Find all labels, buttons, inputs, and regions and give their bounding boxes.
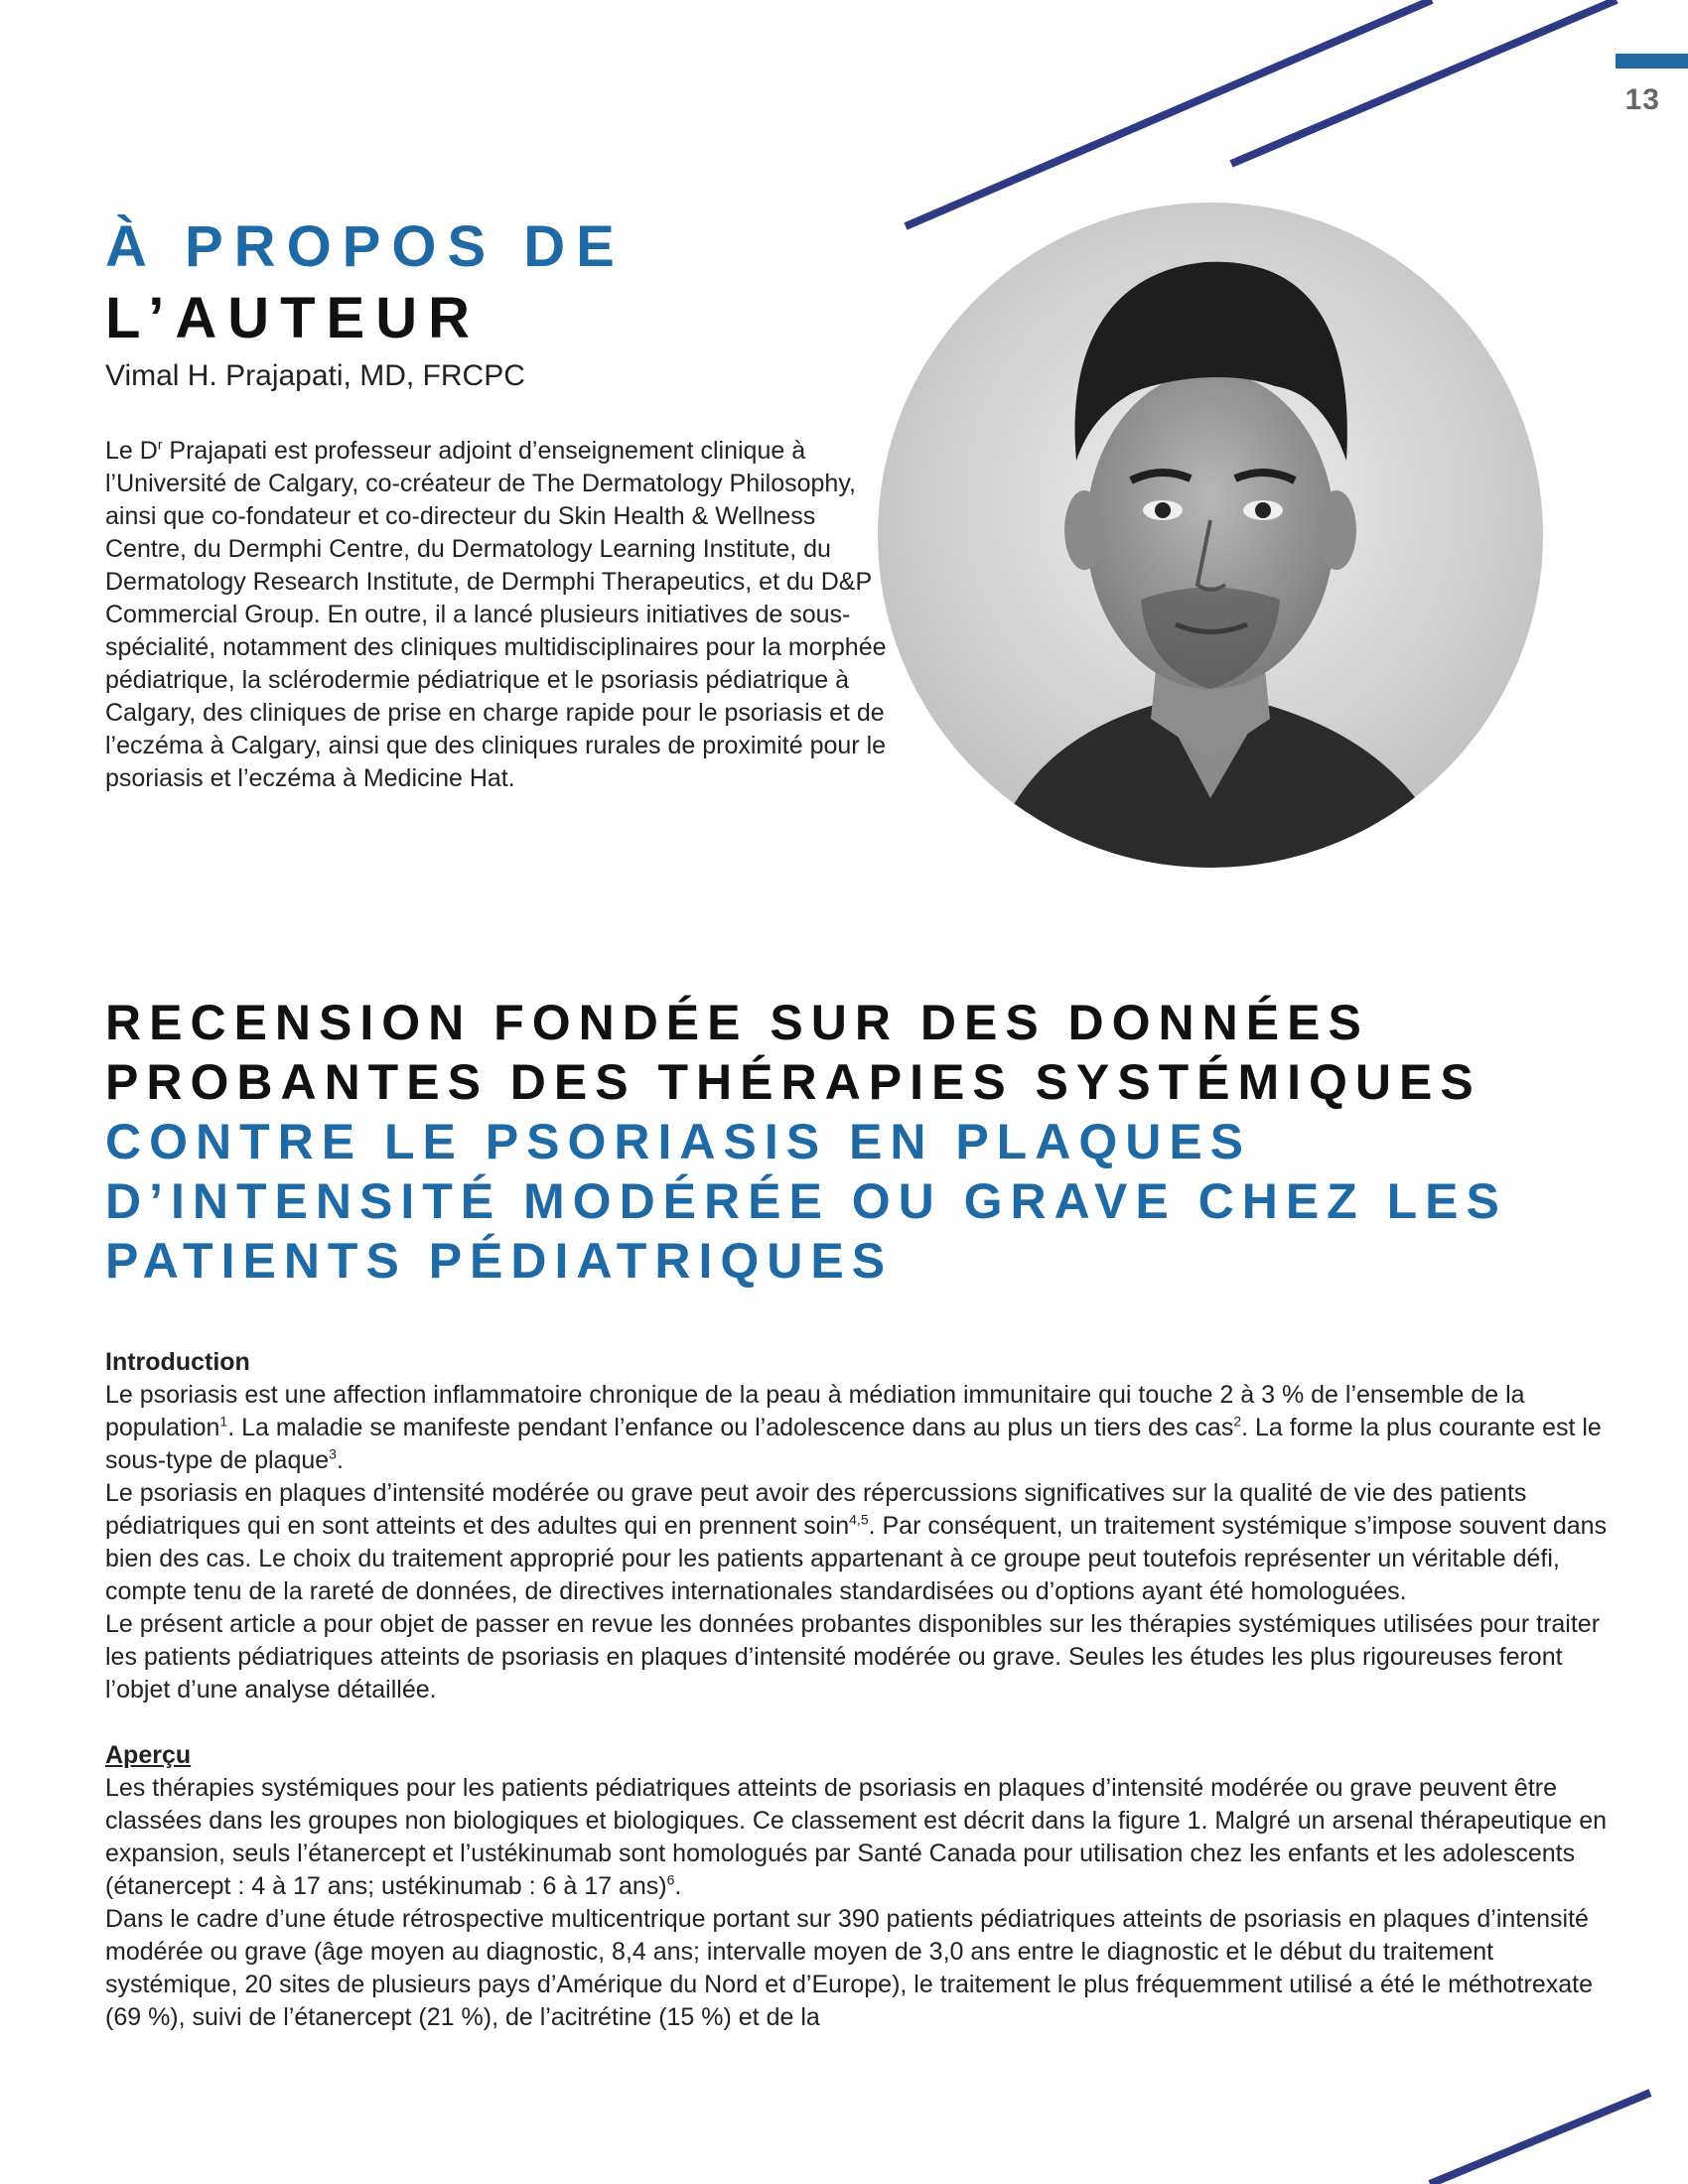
p2-ref: 4,5 (849, 1511, 869, 1528)
article-title (105, 993, 1615, 1291)
page-number: 13 (1624, 83, 1660, 116)
author-name: Vimal H. Prajapati, MD, FRCPC (105, 359, 525, 392)
p1-ref-2: 2 (1233, 1413, 1242, 1430)
p4-ref: 6 (666, 1871, 675, 1888)
author-portrait (878, 203, 1543, 868)
p1-text-d: . (336, 1446, 344, 1474)
paragraph-1 (105, 1379, 1615, 1477)
about-heading-line2: L’AUTEUR (105, 286, 481, 350)
paragraph-4 (105, 1772, 1615, 1903)
title-line-5: PATIENTS PÉDIATRIQUES (105, 1233, 894, 1289)
intro-heading: Introduction (105, 1348, 250, 1376)
bio-prefix-sup: r (157, 436, 163, 453)
bio-prefix: Le D (105, 437, 158, 465)
article-body (105, 1346, 1615, 2034)
stripe-top-2 (1231, 0, 1617, 164)
paragraph-3: Le présent article a pour objet de passer en revue les données probantes disponibles sur les thérapies systémiques utilisées pour traiter les patients pédiatriques atteints de psoriasis en plaques d’intensité modérée ou grave. Seules les études les plus rigoureuses feront l’objet d’une analyse détaillée. (105, 1610, 1601, 1704)
page-number-bar (1616, 54, 1688, 68)
title-line-4: D’INTENSITÉ MODÉRÉE OU GRAVE CHEZ LES (105, 1173, 1507, 1229)
bio-text: Prajapati est professeur adjoint d’enseignement clinique à l’Université de Calgary, co-créateur de The Dermatology Philosophy, ainsi que co-fondateur et co-directeur du Skin Health & Wellness Centre, du Dermphi Centre, du Dermatology Learning Institute, du Dermatology Research Institute, de Dermphi Therapeutics, et du D&P Commercial Group. En outre, il a lancé plusieurs initiatives de sous-spécialité, notamment des cliniques multidisciplinaires pour la morphée pédiatrique, la sclérodermie pédiatrique et le psoriasis pédiatrique à Calgary, des cliniques de prise en charge rapide pour le psoriasis et de l’eczéma à Calgary, ainsi que des cliniques rurales de proximité pour le psoriasis et l’eczéma à Medicine Hat. (105, 437, 887, 792)
apercu-heading: Aperçu (105, 1741, 192, 1769)
title-line-1: RECENSION FONDÉE SUR DES DONNÉES (105, 995, 1369, 1050)
p1-text-a: Le psoriasis est une affection inflammatoire chronique de la peau à médiation immunitaire qui touche 2 à 3 % de l’ensemble de la population (105, 1381, 1525, 1441)
paragraph-2 (105, 1477, 1615, 1608)
stripe-bottom (1430, 2093, 1650, 2184)
p2-text-b: . Par conséquent, un traitement systémique s’impose souvent dans bien des cas. Le choix du traitement approprié pour les patients appartenant à ce groupe peut toutefois représenter un véritable défi, compte tenu de la rareté de données, de directives internationales standardisées ou d’options ayant été homologuées. (105, 1512, 1608, 1605)
p1-ref-1: 1 (219, 1413, 228, 1430)
p1-text-c: . La forme la plus courante est le sous-type de plaque (105, 1414, 1602, 1474)
p1-text-b: . La maladie se manifeste pendant l’enfance ou l’adolescence dans au plus un tiers des cas (227, 1414, 1234, 1441)
p1-ref-3: 3 (329, 1445, 337, 1462)
about-heading-line1: À PROPOS DE (105, 214, 626, 279)
title-line-3: CONTRE LE PSORIASIS EN PLAQUES (105, 1114, 1252, 1169)
paragraph-5: Dans le cadre d’une étude rétrospective multicentrique portant sur 390 patients pédiatriques atteints de psoriasis en plaques d’intensité modérée ou grave (âge moyen au diagnostic, 8,4 ans; intervalle moyen de 3,0 ans entre le diagnostic et le début du traitement systémique, 20 sites de plusieurs pays d’Amérique du Nord et d’Europe), le traitement le plus fréquemment utilisé a été le méthotrexate (69 %), suivi de l’étanercept (21 %), de l’acitrétine (15 %) et de la (105, 1905, 1593, 2031)
p4-text-a: Les thérapies systémiques pour les patients pédiatriques atteints de psoriasis en plaques d’intensité modérée ou grave peuvent être classées dans les groupes non biologiques et biologiques. Ce classement est décrit dans la figure 1. Malgré un arsenal thérapeutique en expansion, seuls l’étanercept et l’ustékinumab sont homologués par Santé Canada pour utilisation chez les enfants et les adolescents (étanercept : 4 à 17 ans; ustékinumab : 6 à 17 ans) (105, 1774, 1608, 1900)
p2-text-a: Le psoriasis en plaques d’intensité modérée ou grave peut avoir des répercussions significatives sur la qualité de vie des patients pédiatriques qui en sont atteints et des adultes qui en prennent soin (105, 1479, 1527, 1540)
author-bio (105, 435, 890, 795)
portrait-illustration (878, 203, 1543, 868)
p4-text-b: . (674, 1872, 682, 1900)
title-line-2: PROBANTES DES THÉRAPIES SYSTÉMIQUES (105, 1054, 1481, 1110)
